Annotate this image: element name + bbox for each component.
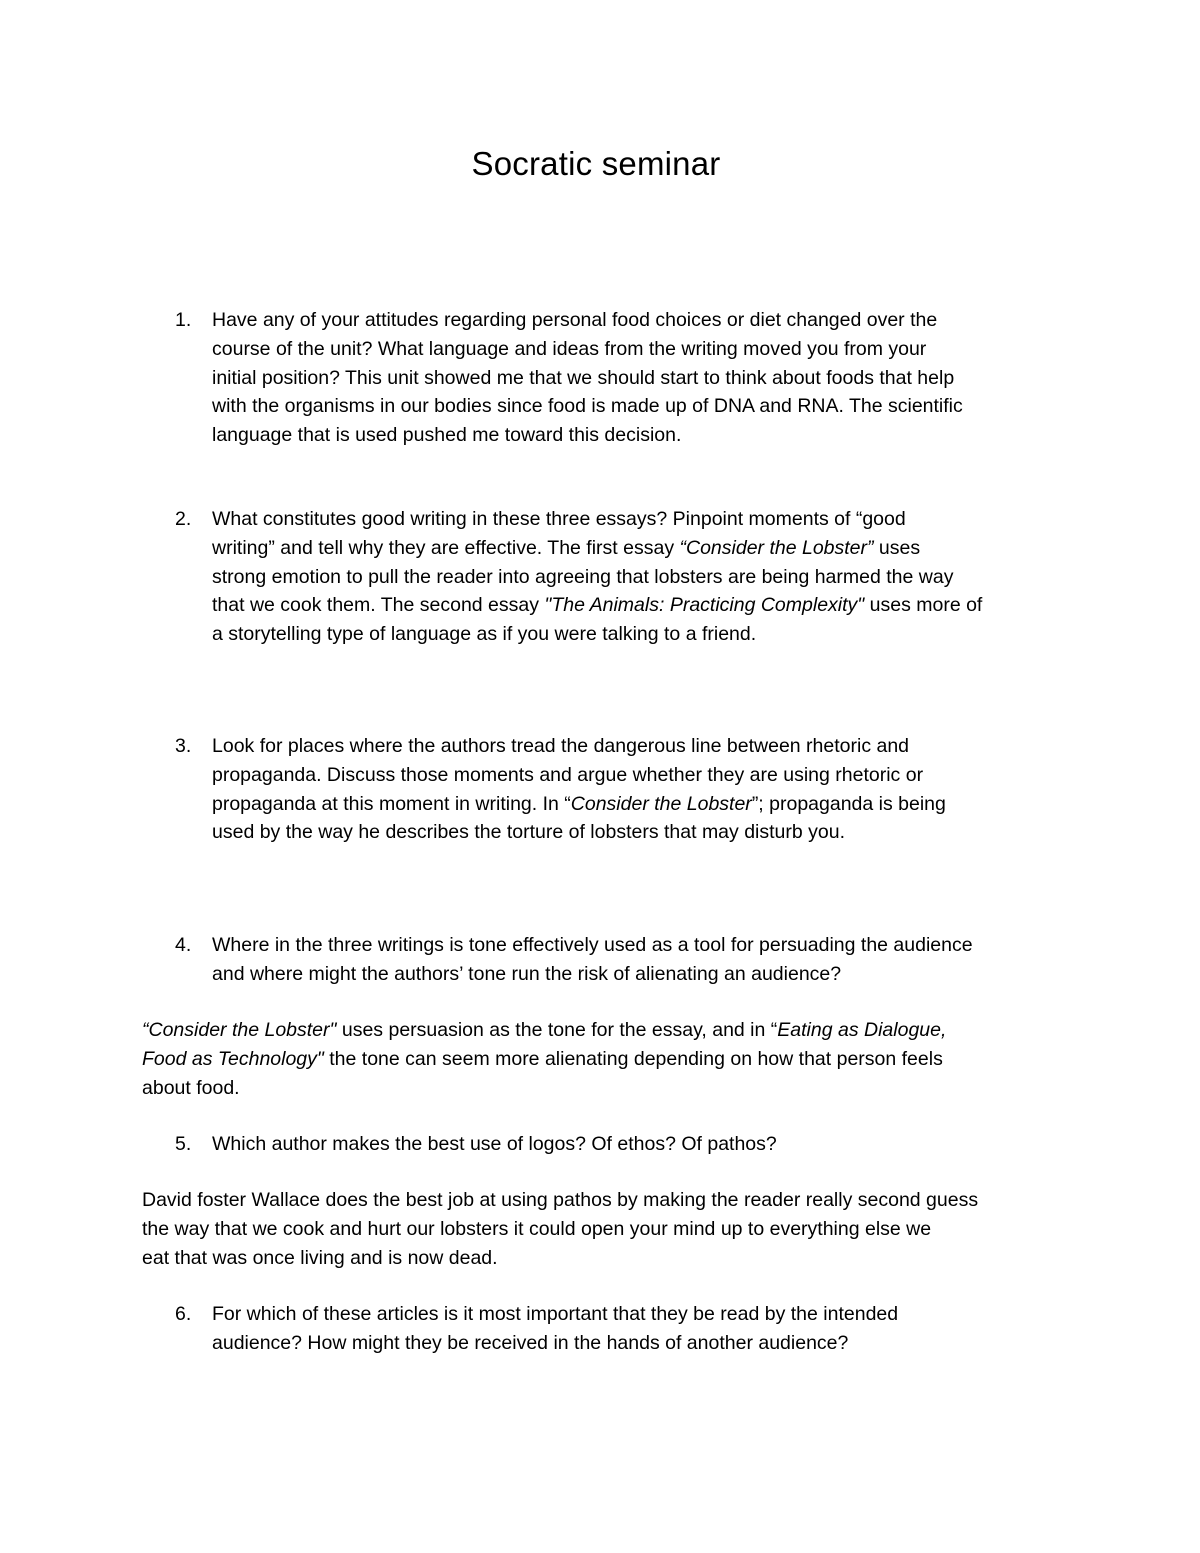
page-title: Socratic seminar xyxy=(471,145,721,182)
text-line: a storytelling type of language as if you were talking to a friend. xyxy=(212,623,757,646)
question-3 xyxy=(175,732,1082,847)
essay-title: “Consider the Lobster" xyxy=(142,1019,337,1041)
text-line: used by the way he describes the torture of lobsters that may disturb you. xyxy=(212,821,845,844)
text-line: Have any of your attitudes regarding personal food choices or diet changed over the xyxy=(212,309,938,331)
text-line: language that is used pushed me toward this decision. xyxy=(212,424,682,447)
text-line: initial position? This unit showed me that we should start to think about foods that help xyxy=(212,366,955,389)
text-segment: the tone can seem more alienating depending on how that person feels xyxy=(323,1047,943,1070)
essay-title: “Consider the Lobster” xyxy=(679,536,874,559)
text-line xyxy=(212,591,1082,620)
text-line: strong emotion to pull the reader into agreeing that lobsters are being harmed the way xyxy=(212,565,954,588)
essay-title: "The Animals: Practicing Complexity" xyxy=(544,594,865,617)
essay-title: Food as Technology" xyxy=(142,1047,324,1070)
text-line: and where might the authors’ tone run the risk of alienating an audience? xyxy=(212,962,842,985)
text-line xyxy=(212,790,1082,819)
text-line: the way that we cook and hurt our lobsters it could open your mind up to everything else we xyxy=(142,1217,932,1240)
text-segment: uses persuasion as the tone for the essay, and in “ xyxy=(336,1019,778,1041)
question-5 xyxy=(175,1130,1082,1159)
question-6 xyxy=(175,1300,1082,1358)
text-line: What constitutes good writing in these three essays? Pinpoint moments of “good xyxy=(212,508,906,530)
text-line: David foster Wallace does the best job at using pathos by making the reader really second guess xyxy=(142,1189,979,1211)
answer-5 xyxy=(142,1186,1082,1272)
text-line: For which of these articles is it most important that they be read by the intended xyxy=(212,1303,899,1325)
question-2 xyxy=(175,505,1082,649)
question-4 xyxy=(175,931,1082,989)
text-line xyxy=(142,1045,1082,1074)
essay-title: Eating as Dialogue, xyxy=(777,1019,947,1041)
question-number: 6. xyxy=(175,1303,192,1325)
text-line xyxy=(142,1016,1082,1045)
text-line: Look for places where the authors tread the dangerous line between rhetoric and xyxy=(212,735,910,757)
question-number: 4. xyxy=(175,934,192,956)
question-number: 3. xyxy=(175,735,192,757)
text-line: propaganda. Discuss those moments and argue whether they are using rhetoric or xyxy=(212,763,924,786)
text-segment: propaganda at this moment in writing. In “ xyxy=(212,792,571,815)
text-segment: ”; propaganda is being xyxy=(751,792,946,815)
text-line: course of the unit? What language and ideas from the writing moved you from your xyxy=(212,337,927,360)
text-line: Which author makes the best use of logos? Of ethos? Of pathos? xyxy=(212,1133,777,1155)
essay-title: Consider the Lobster xyxy=(570,792,752,815)
text-line: Where in the three writings is tone effectively used as a tool for persuading the audience xyxy=(212,934,973,956)
text-segment: uses xyxy=(873,536,921,559)
question-1 xyxy=(175,306,1082,450)
text-segment: uses more of xyxy=(864,594,983,617)
text-segment: writing” and tell why they are effective. The first essay xyxy=(212,536,680,559)
answer-4 xyxy=(142,1016,1082,1102)
text-line xyxy=(212,534,1082,563)
text-line: audience? How might they be received in the hands of another audience? xyxy=(212,1331,849,1354)
text-segment: that we cook them. The second essay xyxy=(212,594,545,617)
text-line: with the organisms in our bodies since food is made up of DNA and RNA. The scientific xyxy=(212,395,963,418)
question-number: 1. xyxy=(175,309,192,331)
question-number: 2. xyxy=(175,508,192,530)
text-line: eat that was once living and is now dead. xyxy=(142,1246,498,1269)
question-number: 5. xyxy=(175,1133,192,1155)
text-line: about food. xyxy=(142,1076,240,1099)
